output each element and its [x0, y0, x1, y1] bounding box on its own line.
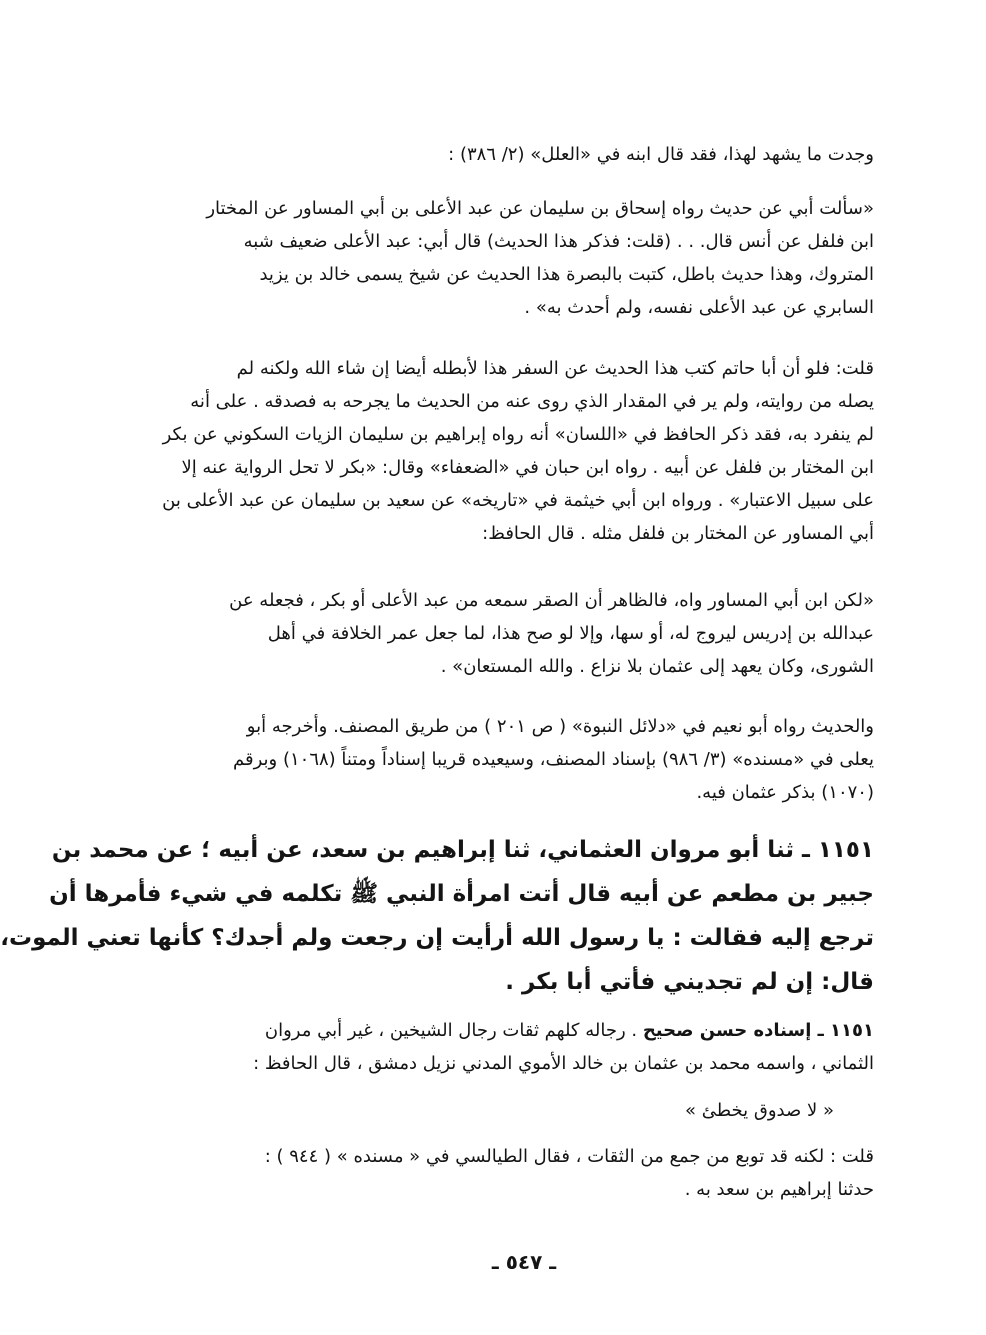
paragraph-line: قلت: فلو أن أبا حاتم كتب هذا الحديث عن السفر هذا لأبطله أيضا إن شاء الله ولكنه لم: [236, 358, 874, 379]
paragraph-line: أبي المساور عن المختار بن فلفل مثله . قال الحافظ:: [482, 523, 874, 544]
final-line: حدثنا إبراهيم بن سعد به .: [684, 1179, 874, 1200]
paragraph-line: المتروك، وهذا حديث باطل، كتبت بالبصرة هذا الحديث عن شيخ يسمى خالد بن يزيد: [259, 264, 874, 285]
hadith-line: ١١٥١ ـ ثنا أبو مروان العثماني، ثنا إبراهيم بن سعد، عن أبيه ؛ عن محمد بن: [51, 837, 874, 863]
hadith-line: جبير بن مطعم عن أبيه قال أتت امرأة النبي ﷺ تكلمه في شيء فأمرها أن: [49, 881, 874, 907]
page-number: ـ ٥٤٧ ـ: [491, 1250, 557, 1274]
takhrij-label: ١١٥١ ـ إسناده حسن صحيح: [642, 1020, 874, 1041]
paragraph-line: لم ينفرد به، فقد ذكر الحافظ في «اللسان» أنه رواه إبراهيم بن سليمان الزيات السكوني عن بكر: [162, 424, 874, 445]
takhrij-paragraph: [174, 1014, 874, 1080]
paragraph-line: ابن المختار بن فلفل عن أبيه . رواه ابن حبان في «الضعفاء» وقال: «بكر لا تحل الرواية عنه إلا: [181, 457, 874, 478]
paragraph-1: [174, 192, 874, 324]
intro-paragraph: [174, 138, 874, 171]
paragraph-line: على سبيل الاعتبار» . ورواه ابن أبي خيثمة في «تاريخه» عن سعيد بن سليمان عن عبد الأعلى بن: [162, 490, 874, 511]
paragraph-3: [174, 584, 874, 683]
paragraph-line: السابري عن عبد الأعلى نفسه، ولم أحدث به» .: [524, 297, 874, 318]
final-line: قلت : لكنه قد توبع من جمع من الثقات ، فقال الطيالسي في « مسنده » ( ٩٤٤ ) :: [264, 1146, 874, 1167]
paragraph-line: يصله من روايته، ولم ير في المقدار الذي روى عنه من الحديث ما يجرحه به فصدقه . على أنه: [190, 391, 874, 412]
hadith-text: [0, 828, 874, 1004]
paragraph-line: (١٠٧٠) بذكر عثمان فيه.: [696, 782, 874, 803]
takhrij-rest: . رجاله كلهم ثقات رجال الشيخين ، غير أبي مروان: [264, 1020, 643, 1041]
takhrij-line: [174, 1014, 874, 1047]
paragraph-line: «سألت أبي عن حديث رواه إسحاق بن سليمان عن عبد الأعلى بن أبي المساور عن المختار: [206, 198, 874, 219]
intro-line: وجدت ما يشهد لهذا، فقد قال ابنه في «العلل» (٢/ ٣٨٦) :: [448, 144, 874, 165]
paragraph-line: ابن فلفل عن أنس قال. . . (قلت: فذكر هذا الحديث) قال أبي: عبد الأعلى ضعيف شبه: [243, 231, 874, 252]
paragraph-line: والحديث رواه أبو نعيم في «دلائل النبوة» ( ص ٢٠١ ) من طريق المصنف. وأخرجه أبو: [246, 716, 874, 737]
takhrij-line: الثماني ، واسمه محمد بن عثمان بن خالد الأموي المدني نزيل دمشق ، قال الحافظ :: [253, 1053, 874, 1074]
paragraph-line: الشورى، وكان يعهد إلى عثمان بلا نزاع . والله المستعان» .: [440, 656, 874, 677]
paragraph-2: [162, 352, 874, 550]
paragraph-line: يعلى في «مسنده» (٣/ ٩٨٦) بإسناد المصنف، وسيعيده قريبا إسناداً ومتناً (١٠٦٨) وبرقم: [233, 749, 874, 770]
paragraph-line: عبدالله بن إدريس ليروج له، أو سها، وإلا لو صح هذا، لما جعل عمر الخلافة في أهل: [267, 623, 874, 644]
paragraph-4: [174, 710, 874, 809]
final-paragraph: [234, 1140, 874, 1206]
hadith-line: ترجع إليه فقالت : يا رسول الله أرأيت إن رجعت ولم أجدك؟ كأنها تعني الموت،: [0, 925, 874, 951]
hadith-line: قال: إن لم تجديني فأتي أبا بكر .: [505, 969, 874, 995]
hafiz-quote: « لا صدوق يخطئ »: [685, 1100, 834, 1121]
paragraph-line: «لكن ابن أبي المساور واه، فالظاهر أن الصقر سمعه من عبد الأعلى أو بكر ، فجعله عن: [229, 590, 874, 611]
